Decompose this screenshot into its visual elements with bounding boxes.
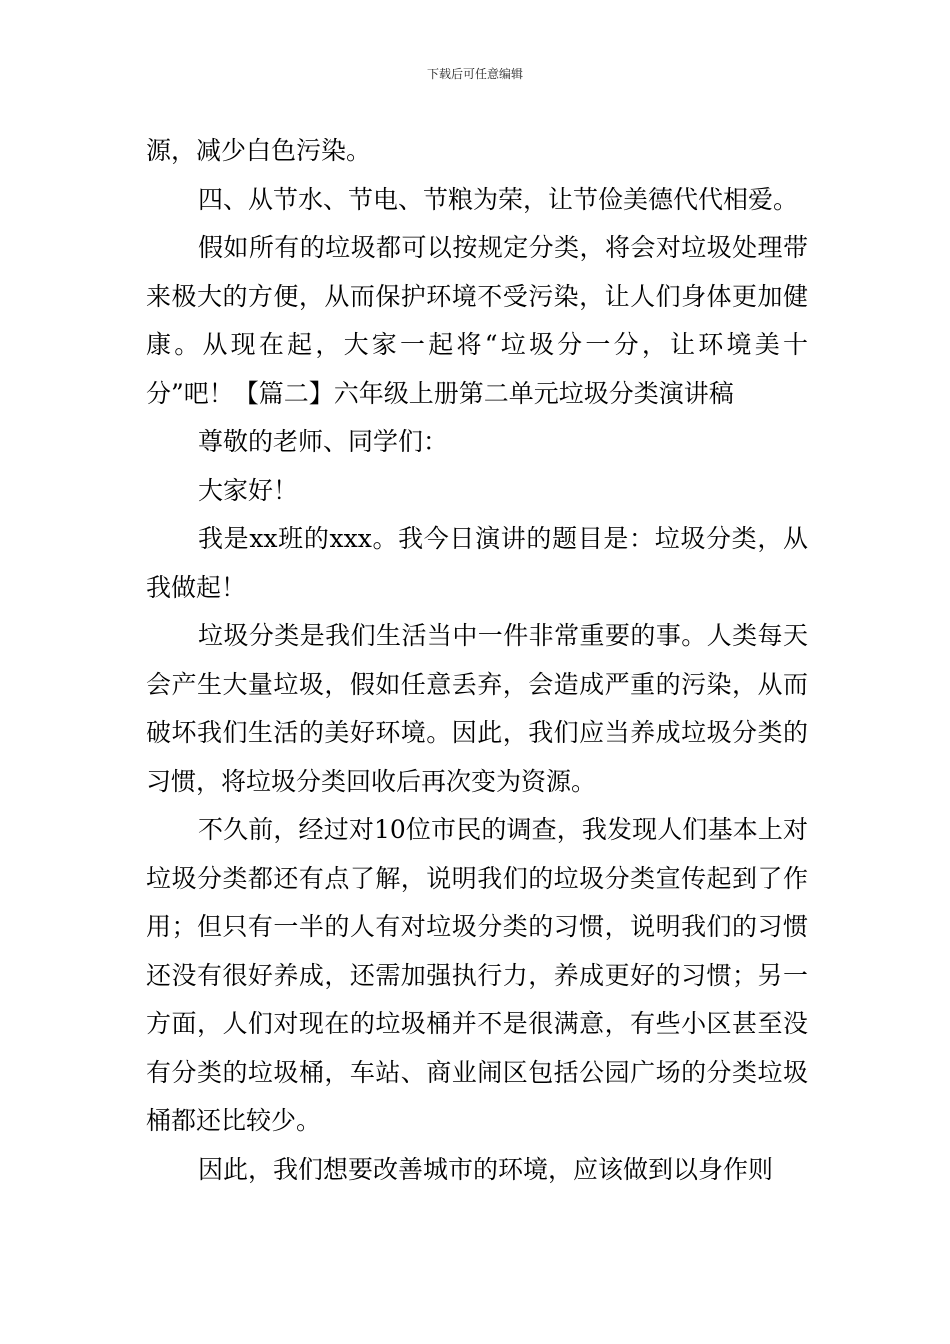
document-body xyxy=(146,127,808,1194)
paragraph-2: 四、从节水、节电、节粮为荣，让节俭美德代代相爱。 xyxy=(198,184,799,214)
paragraph-1: 源，减少白色污染。 xyxy=(146,136,372,165)
paragraph-6: 我是xx班的xxx。我今日演讲的题目是：垃圾分类，从我做起！ xyxy=(146,524,808,602)
page-header: 下载后可任意编辑 xyxy=(426,67,523,81)
paragraph-7: 垃圾分类是我们生活当中一件非常重要的事。人类每天会产生大量垃圾，假如任意丢弃，会造成严重的污染，从而破坏我们生活的美好环境。因此，我们应当养成垃圾分类的习惯，将垃圾分类回收后再次变为资源。 xyxy=(146,621,808,796)
paragraph-3: 假如所有的垃圾都可以按规定分类，将会对垃圾处理带来极大的方便，从而保护环境不受污染，让人们身体更加健康。从现在起，大家一起将“垃圾分一分，让环境美十分”吧！【篇二】六年级上册第二单元垃圾分类演讲稿 xyxy=(146,233,808,408)
paragraph-5: 大家好！ xyxy=(198,475,299,505)
paragraph-4: 尊敬的老师、同学们： xyxy=(198,427,449,456)
paragraph-9: 因此，我们想要改善城市的环境，应该做到以身作则 xyxy=(198,1154,774,1184)
paragraph-8: 不久前，经过对10位市民的调查，我发现人们基本上对垃圾分类都还有点了解，说明我们的垃圾分类宣传起到了作用；但只有一半的人有对垃圾分类的习惯，说明我们的习惯还没有很好养成，还需加强执行力，养成更好的习惯；另一方面，人们对现在的垃圾桶并不是很满意，有些小区甚至没有分类的垃圾桶，车站、商业闹区包括公园广场的分类垃圾桶都还比较少。 xyxy=(146,815,808,1135)
